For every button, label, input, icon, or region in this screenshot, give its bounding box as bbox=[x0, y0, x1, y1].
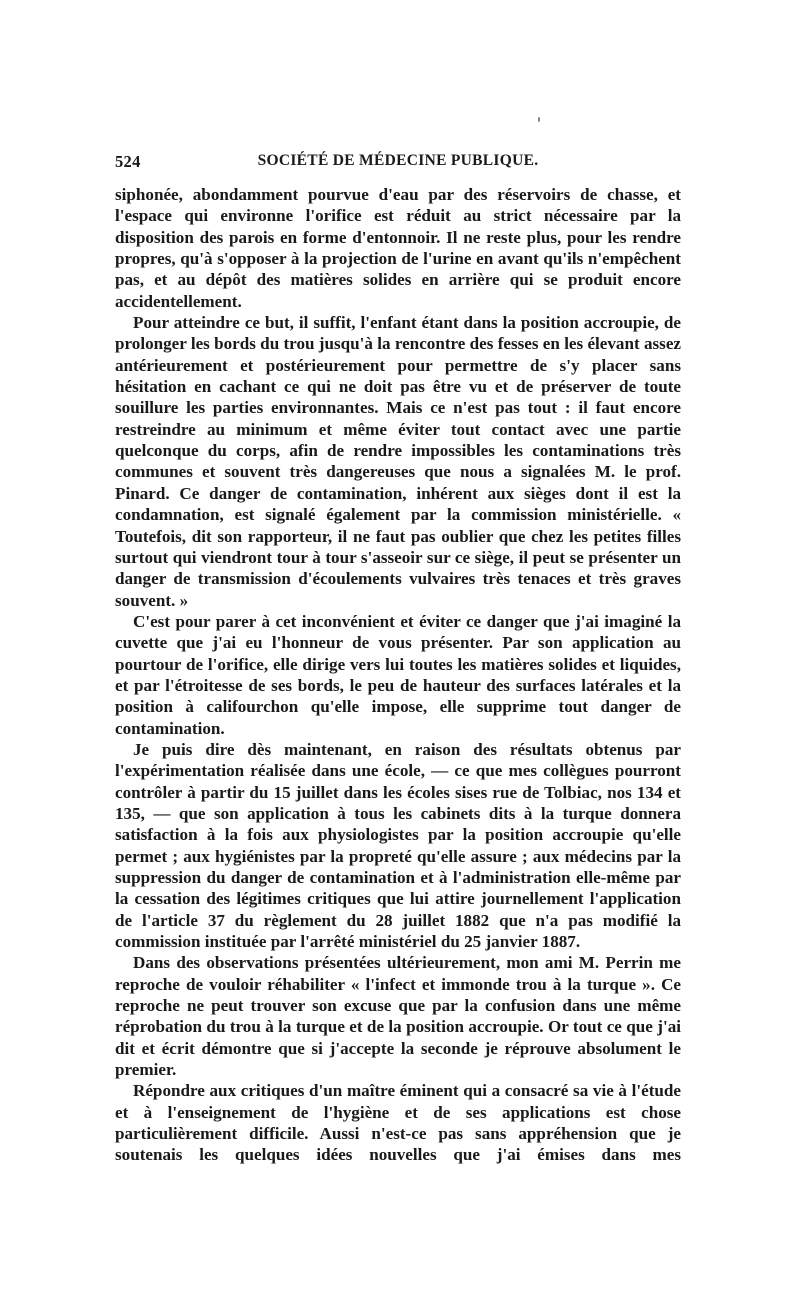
paragraph-5: Dans des observations présentées ultérieurement, mon ami M. Perrin me reproche de vouloir réhabiliter « l'infect et immonde trou à la turque ». Ce reproche ne peut trouver son excuse que par la confusion dans une même réprobation du trou à la turque et de la position accroupie. Or tout ce que j'ai dit et écrit démontre que si j'accepte la seconde je réprouve absolument le premier. bbox=[115, 953, 681, 1080]
book-page bbox=[115, 152, 681, 1166]
print-speck bbox=[538, 117, 540, 122]
paragraph-3: C'est pour parer à cet inconvénient et éviter ce danger que j'ai imaginé la cuvette que j'ai eu l'honneur de vous présenter. Par son application au pourtour de l'orifice, elle dirige vers lui toutes les matières solides et liquides, et par l'étroitesse de ses bords, le peu de hauteur des surfaces latérales et la position à califourchon qu'elle impose, elle supprime tout danger de contamination. bbox=[115, 611, 681, 738]
running-title: SOCIÉTÉ DE MÉDECINE PUBLIQUE. bbox=[257, 152, 539, 169]
paragraph-2: Pour atteindre ce but, il suffit, l'enfant étant dans la position accroupie, de prolonger les bords du trou jusqu'à la rencontre des fesses en les élevant assez antérieurement et postérieurement pour permettre de s'y placer sans hésitation en cachant ce qui ne doit pas être vu et de préserver de toute souillure les parties environnantes. Mais ce n'est pas tout : il faut encore restreindre au minimum et même éviter tout contact avec une partie quelconque du corps, afin de rendre impossibles les contaminations très communes et souvent très dangereuses que nous a signalées M. le prof. Pinard. Ce danger de contamination, inhérent aux sièges dont il est la condamnation, est signalé également par la commission ministérielle. « Toutefois, dit son rapporteur, il ne faut pas oublier que chez les petites filles surtout qui viendront tour à tour s'asseoir sur ce siège, il peut se présenter un danger de transmission d'écoulements vulvaires très tenaces et très graves souvent. » bbox=[115, 313, 681, 610]
body-text bbox=[115, 184, 681, 1166]
paragraph-4: Je puis dire dès maintenant, en raison des résultats obtenus par l'expérimentation réalisée dans une école, — ce que mes collègues pourront contrôler à partir du 15 juillet dans les écoles sises rue de Tolbiac, nos 134 et 135, — que son application à tous les cabinets dits à la turque donnera satisfaction à la fois aux physiologistes par la position accroupie qu'elle permet ; aux hygiénistes par la propreté qu'elle assure ; aux médecins par la suppression du danger de contamination et à l'administration elle-même par la cessation des légitimes critiques que lui attire journellement l'application de l'article 37 du règlement du 28 juillet 1882 que n'a pas modifié la commission instituée par l'arrêté ministériel du 25 janvier 1887. bbox=[115, 739, 681, 952]
page-header bbox=[115, 152, 681, 176]
paragraph-6: Répondre aux critiques d'un maître éminent qui a consacré sa vie à l'étude et à l'enseignement de l'hygiène et de ses applications est chose particulièrement difficile. Aussi n'est-ce pas sans appréhension que je soutenais les quelques idées nouvelles que j'ai émises dans mes bbox=[115, 1081, 681, 1165]
paragraph-1: siphonée, abondamment pourvue d'eau par des réservoirs de chasse, et l'espace qui environne l'orifice est réduit au strict nécessaire par la disposition des parois en forme d'entonnoir. Il ne reste plus, pour les rendre propres, qu'à s'opposer à la projection de l'urine en avant qu'ils n'empêchent pas, et au dépôt des matières solides en arrière qui se produit encore accidentellement. bbox=[115, 185, 681, 311]
page-number: 524 bbox=[115, 152, 141, 171]
